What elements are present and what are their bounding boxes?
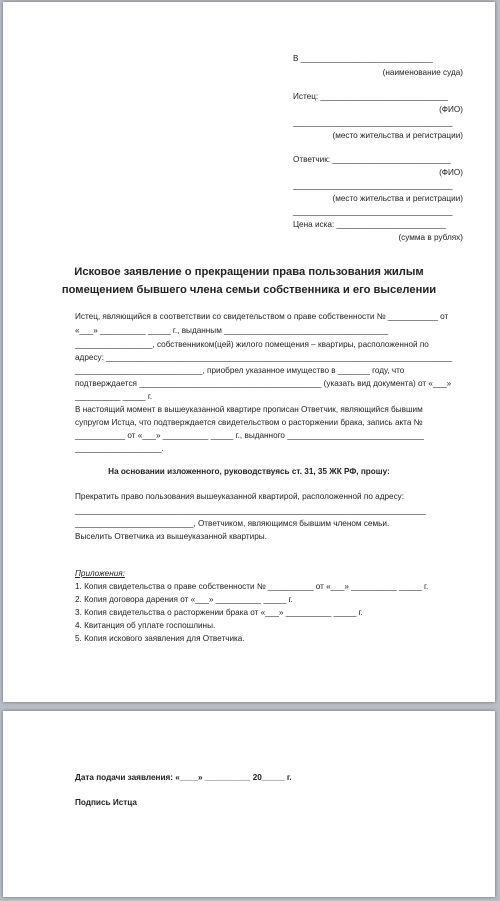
attachment-item: 4. Квитанция об уплате госпошлины.	[75, 621, 216, 630]
plaintiff-address-line: ___________________________________	[293, 118, 453, 127]
claim-price-caption: (сумма в рублях)	[398, 233, 463, 242]
defendant-address-line-2: ___________________________________	[293, 207, 453, 216]
defendant-address-line: ___________________________________	[293, 181, 453, 190]
body-text-line: ___________________.	[75, 444, 164, 453]
attachments-heading: Приложения:	[75, 569, 125, 578]
document-page-1	[3, 2, 495, 702]
body-text-line: В настоящий момент в вышеуказанной квартире прописан Ответчик, являющийся бывшим	[75, 405, 423, 414]
request-heading: На основании изложенного, руководствуясь ст. 31, 35 ЖК РФ, прошу:	[108, 467, 390, 476]
document-title-line-1: Исковое заявление о прекращении права пользования жилым	[74, 266, 424, 278]
body-text-line: «___» __________ _____ г., выданным ____________________________________	[75, 326, 389, 335]
plaintiff-name-caption: (ФИО)	[439, 105, 463, 114]
defendant-address-caption: (место жительства и регистрации)	[332, 194, 463, 203]
attachment-item: 1. Копия свидетельства о праве собственности № __________ от «___» __________ _____ г.	[75, 582, 429, 591]
plaintiff-address-caption: (место жительства и регистрации)	[332, 131, 463, 140]
body-text-line: _________________, собственником(цей) жилого помещения – квартиры, расположенной по	[75, 340, 429, 349]
defendant-line: Ответчик: __________________________	[293, 155, 451, 164]
attachment-item: 3. Копия свидетельства о расторжении брака от «___» __________ _____ г.	[75, 608, 363, 617]
court-caption: (наименование суда)	[382, 68, 463, 77]
body-text-line: ___________ от «___» __________ _____ г., выданного ______________________________	[75, 431, 424, 440]
body-text-line: супругом Истца, что подтверждается свидетельством о расторжении брака, запись акта №	[75, 418, 423, 427]
defendant-name-caption: (ФИО)	[439, 168, 463, 177]
body-text-line: Истец, являющийся в соответствии со свидетельством о праве собственности № ___________ от	[75, 312, 449, 321]
plaintiff-line: Истец: ____________________________	[293, 92, 448, 101]
body-text-line: адресу: ____________________________________________________________________________	[75, 353, 453, 362]
filing-date-line: Дата подачи заявления: «____» __________ 20_____ г.	[75, 773, 292, 782]
request-text-line: __________________________, Ответчиком, являющимся бывшим членом семьи.	[75, 519, 390, 528]
document-page-2	[3, 711, 495, 897]
attachment-item: 2. Копия договора дарения от «___» __________ _____ г.	[75, 595, 293, 604]
request-text-line: _____________________________________________________________________________	[75, 506, 426, 515]
claim-price-line: Цена иска: ________________________	[293, 220, 446, 229]
plaintiff-signature-line: Подпись Истца	[75, 798, 137, 807]
request-text-line: Прекратить право пользования вышеуказанной квартирой, расположенной по адресу:	[75, 492, 405, 501]
body-text-line: подтверждается ________________________________________ (указать вид документа) от «___»	[75, 379, 452, 388]
request-text-line: Выселить Ответчика из вышеуказанной квартиры.	[75, 532, 267, 541]
document-title-line-2: помещением бывшего члена семьи собственника и его выселении	[61, 284, 437, 296]
body-text-line: ____________________________, приобрел указанное имущество в _______ году, что	[75, 366, 405, 375]
attachment-item: 5. Копия искового заявления для Ответчика.	[75, 634, 245, 643]
court-line: В _____________________________	[293, 54, 433, 63]
body-text-line: __________ _____ г.	[75, 392, 153, 401]
